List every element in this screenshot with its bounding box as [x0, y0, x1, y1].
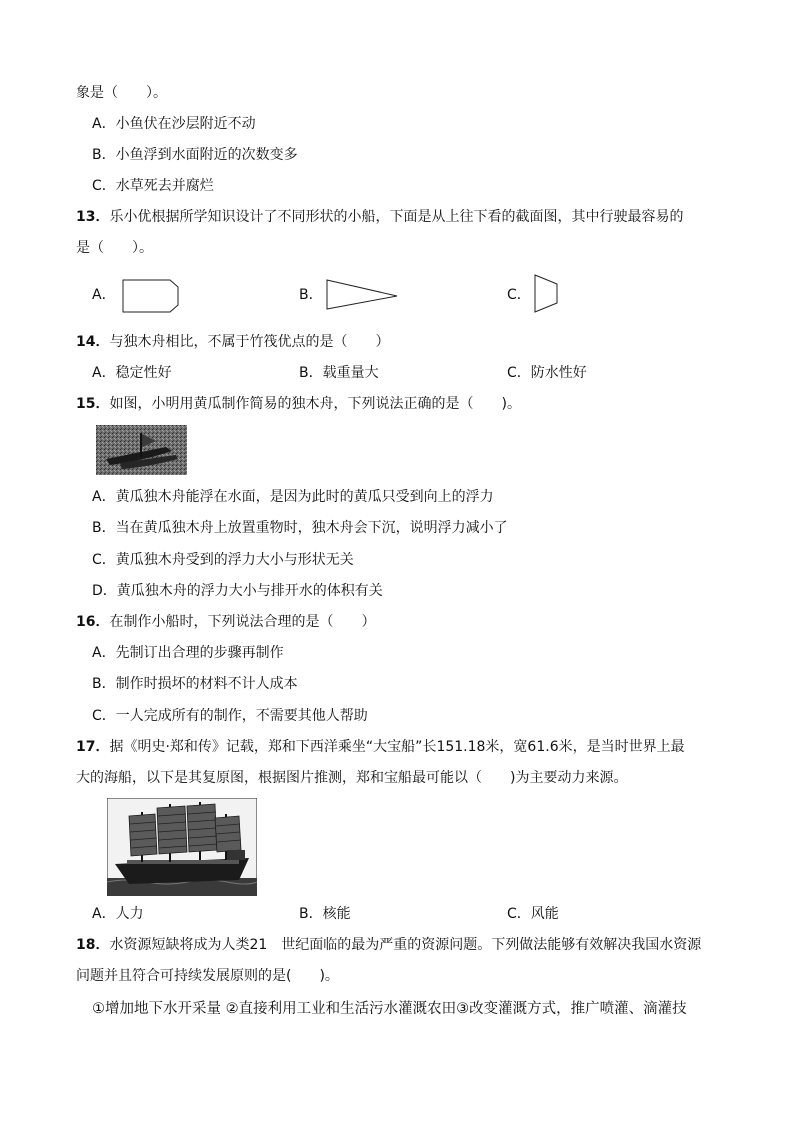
question-17-text-line2: 大的海船，以下是其复原图，根据图片推测，郑和宝船最可能以（ )为主要动力来源。 — [76, 770, 628, 786]
question-17-text-line1: 据《明史·郑和传》记载，郑和下西洋乘坐“大宝船”长151.18米，宽61.6米，是当时世界上最 — [109, 739, 685, 755]
question-17-option-c[interactable]: C．风能 — [507, 906, 559, 922]
question-18-text-line2: 问题并且符合可持续发展原则的是( )。 — [76, 968, 339, 984]
question-13-text-line1: 乐小优根据所学知识设计了不同形状的小船，下面是从上往下看的截面图，其中行驶最容易的 — [109, 209, 684, 225]
question-12-stem-end: 象是（ ）。 — [76, 85, 167, 101]
cucumber-boat-photo — [96, 425, 187, 475]
question-18-stem — [76, 936, 701, 954]
question-13-option-b-label[interactable]: B． — [299, 287, 323, 303]
question-16-option-c[interactable]: C．一人完成所有的制作，不需要其他人帮助 — [92, 708, 368, 724]
question-13-option-c-label[interactable]: C． — [507, 287, 531, 303]
question-16-option-a[interactable]: A．先制订出合理的步骤再制作 — [92, 645, 284, 661]
boat-shape-trapezoid-icon — [532, 273, 562, 315]
question-15-option-b[interactable]: B．当在黄瓜独木舟上放置重物时，独木舟会下沉，说明浮力减小了 — [92, 520, 508, 536]
question-15-number: 15． — [76, 396, 110, 412]
question-17-option-b[interactable]: B．核能 — [299, 906, 351, 922]
boat-shape-triangle-icon — [324, 278, 400, 312]
question-14-option-c[interactable]: C．防水性好 — [507, 365, 587, 381]
question-17-option-a[interactable]: A．人力 — [92, 906, 144, 922]
question-16-stem — [76, 613, 375, 631]
question-12-option-a[interactable]: A．小鱼伏在沙层附近不动 — [92, 116, 256, 132]
question-13-option-a-label[interactable]: A． — [92, 287, 116, 303]
question-15-option-a[interactable]: A．黄瓜独木舟能浮在水面，是因为此时的黄瓜只受到向上的浮力 — [92, 489, 494, 505]
question-16-option-b[interactable]: B．制作时损坏的材料不计人成本 — [92, 676, 298, 692]
question-13-text-line2: 是（ ）。 — [76, 240, 153, 256]
treasure-ship-photo — [107, 798, 257, 896]
question-17-stem — [76, 738, 685, 756]
question-15-stem — [76, 395, 521, 413]
question-12-option-b[interactable]: B．小鱼浮到水面附近的次数变多 — [92, 147, 298, 163]
question-13-stem — [76, 208, 683, 226]
question-17-number: 17． — [76, 739, 110, 755]
question-15-option-d[interactable]: D．黄瓜独木舟的浮力大小与排开水的体积有关 — [92, 583, 383, 599]
question-14-option-a[interactable]: A．稳定性好 — [92, 365, 172, 381]
question-12-option-c[interactable]: C．水草死去并腐烂 — [92, 178, 214, 194]
question-13-number: 13． — [76, 209, 110, 225]
question-18-statements: ①增加地下水开采量 ②直接利用工业和生活污水灌溉农田③改变灌溉方式，推广喷灌、滴灌技 — [92, 1001, 687, 1017]
question-14-number: 14． — [76, 334, 110, 350]
boat-shape-rectangle-icon — [120, 278, 182, 314]
question-14-option-b[interactable]: B．载重量大 — [299, 365, 379, 381]
question-15-text: 如图，小明用黄瓜制作简易的独木舟，下列说法正确的是（ )。 — [109, 396, 521, 412]
question-14-text: 与独木舟相比，不属于竹筏优点的是（ ） — [109, 334, 390, 350]
question-16-text: 在制作小船时，下列说法合理的是（ ） — [109, 614, 376, 630]
question-16-number: 16． — [76, 614, 110, 630]
question-14-stem — [76, 333, 389, 351]
question-15-option-c[interactable]: C．黄瓜独木舟受到的浮力大小与形状无关 — [92, 552, 354, 568]
question-18-text-line1: 水资源短缺将成为人类21 世纪面临的最为严重的资源问题。下列做法能够有效解决我国水资源 — [109, 937, 702, 953]
question-18-number: 18． — [76, 937, 110, 953]
